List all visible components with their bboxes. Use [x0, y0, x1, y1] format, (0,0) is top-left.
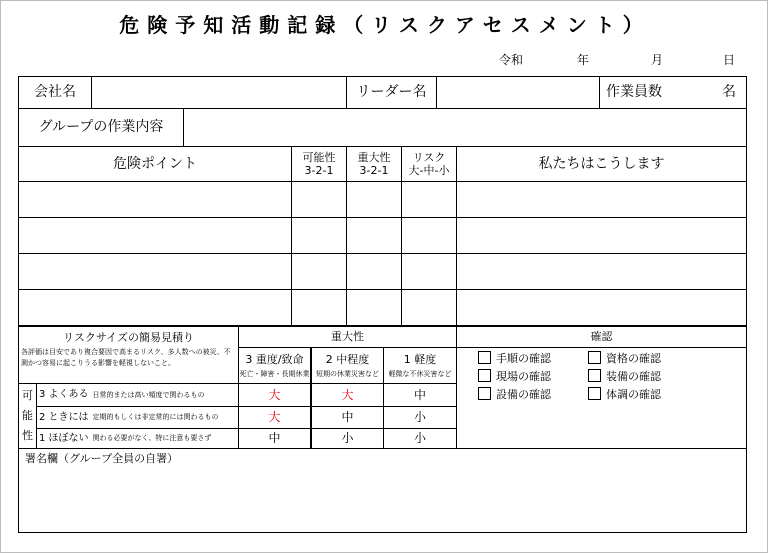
- risk-matrix-cell: 中: [383, 383, 457, 407]
- severity-scale: 3-2-1: [359, 164, 389, 177]
- risk-matrix-cell: 大: [238, 406, 311, 429]
- risk-size-note: 各評価は目安であり複合要因で高まるリスク、多人数への被災、不測かつ容易に起こりうる影響を軽視しないこと。: [21, 348, 231, 368]
- possibility-level-desc: 関わる必要がなく、特に注意も要さず: [92, 434, 212, 443]
- severity-level-label: 3 重度/致命: [245, 352, 304, 366]
- risk-matrix-cell: 中: [311, 406, 384, 429]
- workers-unit: 名: [722, 84, 736, 101]
- risk-header: [401, 146, 457, 182]
- confirm-item[interactable]: [478, 386, 551, 402]
- company-label: 会社名: [18, 76, 92, 109]
- confirm-item-label: 設備の確認: [496, 388, 551, 401]
- confirm-item[interactable]: [478, 350, 551, 366]
- danger-point-cell[interactable]: [18, 253, 292, 290]
- danger-point-cell[interactable]: [18, 289, 292, 326]
- risk-scale: 大-中-小: [408, 164, 450, 177]
- severity-cell[interactable]: [346, 181, 402, 218]
- confirm-item-label: 体調の確認: [606, 388, 661, 401]
- severity-cell[interactable]: [346, 217, 402, 254]
- confirm-title: 確認: [456, 326, 747, 348]
- severity-level-desc: 死亡・障害・長期休業: [239, 369, 310, 378]
- severity-level-label: 2 中程度: [325, 352, 370, 366]
- severity-column-header: [311, 347, 384, 384]
- date-era: 令和: [499, 53, 524, 67]
- possibility-cell[interactable]: [291, 289, 347, 326]
- risk-size-title: リスクサイズの簡易見積り: [63, 331, 194, 344]
- action-header: 私たちはこうします: [456, 146, 747, 182]
- leader-field[interactable]: [436, 76, 600, 109]
- risk-cell[interactable]: [401, 289, 457, 326]
- possibility-cell[interactable]: [291, 181, 347, 218]
- risk-matrix-cell: 小: [311, 428, 384, 449]
- group-work-field[interactable]: [183, 108, 747, 147]
- severity-level-desc: 軽微な不休災害など: [388, 369, 452, 378]
- workers-field[interactable]: [599, 76, 747, 109]
- possibility-level-desc: 日常的または高い頻度で関わるもの: [92, 390, 205, 399]
- confirm-item[interactable]: [588, 350, 661, 366]
- form-title: 危険予知活動記録（リスクアセスメント）: [119, 13, 651, 37]
- risk-matrix-cell: 大: [238, 383, 311, 407]
- confirm-item[interactable]: [588, 368, 661, 384]
- possibility-level-desc: 定期的もしくは非定常的には関わるもの: [92, 413, 219, 422]
- date-day: 日: [723, 53, 736, 67]
- possibility-level-label: 1 ほぼない: [39, 432, 89, 444]
- action-cell[interactable]: [456, 217, 747, 254]
- possibility-char: 性: [22, 428, 33, 442]
- checkbox[interactable]: [588, 387, 601, 400]
- possibility-row-label: [36, 406, 239, 429]
- signature-area[interactable]: [18, 448, 747, 533]
- severity-level-label: 1 軽度: [403, 352, 437, 366]
- risk-label: リスク: [412, 150, 446, 164]
- date-year: 年: [577, 53, 590, 67]
- checkbox[interactable]: [588, 369, 601, 382]
- severity-title: 重大性: [238, 326, 457, 348]
- risk-matrix-cell: 小: [383, 428, 457, 449]
- possibility-row-label: [36, 383, 239, 407]
- danger-point-cell[interactable]: [18, 181, 292, 218]
- checkbox[interactable]: [478, 369, 491, 382]
- checkbox[interactable]: [478, 387, 491, 400]
- severity-column-header: [383, 347, 457, 384]
- possibility-row-label: [36, 428, 239, 449]
- possibility-label: 可能性: [302, 150, 336, 164]
- risk-size-box: [18, 326, 239, 384]
- possibility-scale: 3-2-1: [304, 164, 334, 177]
- confirm-item-label: 資格の確認: [606, 352, 661, 365]
- severity-cell[interactable]: [346, 289, 402, 326]
- risk-matrix-cell: 大: [311, 383, 384, 407]
- risk-matrix-cell: 中: [238, 428, 311, 449]
- severity-header: [346, 146, 402, 182]
- leader-label: リーダー名: [346, 76, 437, 109]
- company-field[interactable]: [91, 76, 347, 109]
- danger-point-header: 危険ポイント: [18, 146, 292, 182]
- risk-cell[interactable]: [401, 217, 457, 254]
- possibility-char: 可: [22, 389, 33, 403]
- severity-label: 重大性: [357, 150, 391, 164]
- group-work-label: グループの作業内容: [18, 108, 184, 147]
- possibility-cell[interactable]: [291, 253, 347, 290]
- possibility-vertical-label: [18, 383, 37, 449]
- danger-point-cell[interactable]: [18, 217, 292, 254]
- checkbox[interactable]: [478, 351, 491, 364]
- confirm-item-label: 装備の確認: [606, 370, 661, 383]
- workers-label: 作業員数: [606, 84, 662, 101]
- signature-label: 署名欄（グループ全員の自署）: [25, 452, 179, 465]
- risk-cell[interactable]: [401, 181, 457, 218]
- possibility-cell[interactable]: [291, 217, 347, 254]
- possibility-level-label: 3 よくある: [39, 389, 89, 400]
- confirm-item[interactable]: [478, 368, 551, 384]
- action-cell[interactable]: [456, 253, 747, 290]
- action-cell[interactable]: [456, 181, 747, 218]
- checkbox[interactable]: [588, 351, 601, 364]
- possibility-header: [291, 146, 347, 182]
- possibility-char: 能: [22, 409, 33, 423]
- confirm-item-label: 現場の確認: [496, 370, 551, 383]
- possibility-level-label: 2 ときには: [39, 411, 89, 423]
- severity-level-desc: 短期の休業災害など: [316, 369, 379, 378]
- risk-cell[interactable]: [401, 253, 457, 290]
- severity-column-header: [238, 347, 311, 384]
- risk-matrix-cell: 小: [383, 406, 457, 429]
- confirm-item[interactable]: [588, 386, 661, 402]
- severity-cell[interactable]: [346, 253, 402, 290]
- confirm-item-label: 手順の確認: [496, 352, 551, 365]
- date-month: 月: [651, 53, 664, 67]
- action-cell[interactable]: [456, 289, 747, 326]
